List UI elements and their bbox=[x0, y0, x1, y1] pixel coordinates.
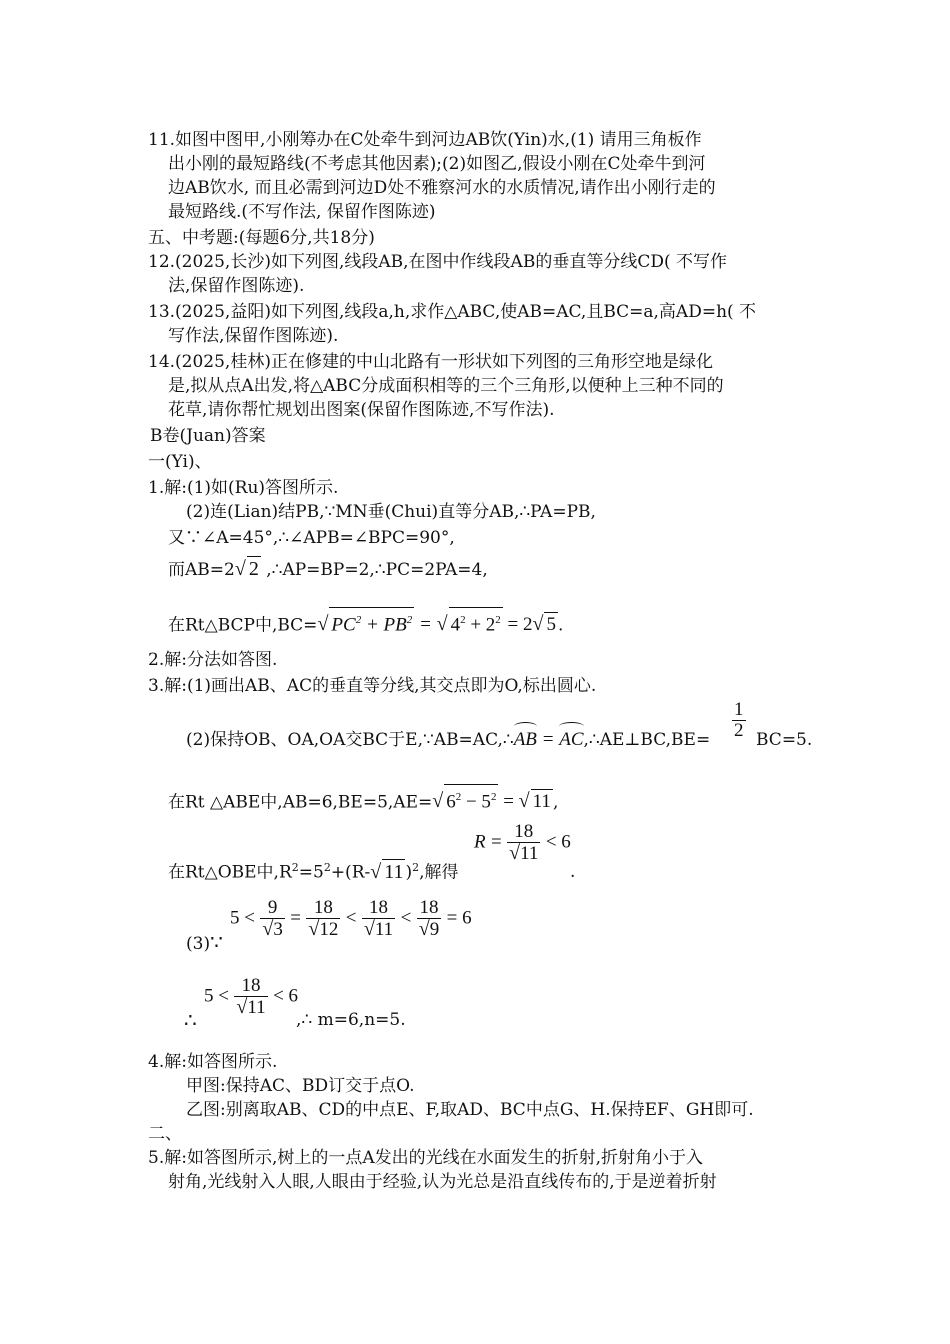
a3-line-2-text-a: (2)保持OB、OA,OA交BC于E,∵AB=AC,∴ bbox=[186, 730, 514, 750]
a3-line-1: 3.解:(1)画出AB、AC的垂直等分线,其交点即为O,标出圆心. bbox=[148, 676, 597, 696]
a3-line-3-text: 在Rt △ABE中,AB=6,BE=5,AE= bbox=[168, 792, 433, 813]
q13-line-1: 13.(2025,益阳)如下列图,线段a,h,求作△ABC,使AB=AC,且BC=a,高AD=h( 不 bbox=[148, 302, 757, 322]
a3-line-2-text-c: BC=5. bbox=[756, 730, 813, 750]
part-2-label: 二、 bbox=[148, 1124, 182, 1144]
a3-line-4-text-b: =5 bbox=[298, 862, 324, 883]
a3-line-4-text-a: 在Rt△OBE中,R bbox=[168, 862, 292, 883]
q11-line-3: 边AB饮水, 而且必需到河边D处不雅察河水的水质情况,请作出小刚行走的 bbox=[168, 178, 716, 198]
q14-line-3: 花草,请你帮忙规划出图案(保留作图陈迹,不写作法). bbox=[168, 400, 555, 420]
a1-line-4 bbox=[168, 556, 488, 582]
a5-line-2: 射角,光线射入人眼,人眼由于经验,认为光总是沿直线传布的,于是逆着折射 bbox=[168, 1172, 717, 1192]
a3-line-3: 在Rt △ABE中,AB=6,BE=5,AE=√ $6^2 - 5^2$ = √ 11 , bbox=[168, 784, 558, 814]
bc-formula: √ $PC^2 + PB^2$ = √ $4^2 + 2^2 = 2√$ 5 bbox=[317, 614, 558, 635]
a1-line-5: 在Rt△BCP中,BC=√ $PC^2 + PB^2$ = √ $4^2 + 2^2 = 2√$ 5 . bbox=[168, 607, 563, 637]
a1-line-5-text: 在Rt△BCP中,BC= bbox=[168, 615, 318, 636]
a4-line-1: 4.解:如答图所示. bbox=[148, 1052, 278, 1072]
ae-formula: √ $6^2 - 5^2$ = √ 11 bbox=[432, 791, 553, 812]
a3-line-5: (3)∵ bbox=[186, 930, 223, 954]
r-inequality-formula: R = $\frac{18}{√11}$ < 6 bbox=[474, 821, 571, 864]
therefore-symbol: ∴ bbox=[184, 1008, 197, 1032]
a3-line-4-text-e: ,解得 bbox=[419, 862, 459, 883]
a3-line-6: ,∴ m=6,n=5. bbox=[296, 1010, 406, 1030]
a3-line-5-text: (3) bbox=[186, 934, 211, 954]
sqrt-2-formula: √ 2 bbox=[234, 558, 259, 580]
a1-line-4-text-a: 而AB=2 bbox=[168, 560, 235, 580]
q14-line-1: 14.(2025,桂林)正在修建的中山北路有一形状如下列图的三角形空地是绿化 bbox=[148, 352, 713, 372]
sqrt-11-formula: √ 11 bbox=[370, 860, 404, 883]
a3-line-4-text-c: +(R- bbox=[330, 862, 371, 883]
q14-line-2: 是,拟从点A出发,将△ABC分成面积相等的三个三角形,以便种上三种不同的 bbox=[168, 376, 724, 396]
a3-line-2 bbox=[186, 728, 710, 752]
a2-line: 2.解:分法如答图. bbox=[148, 650, 278, 670]
a1-line-4-text-b: ,∴AP=BP=2,∴PC=2PA=4, bbox=[266, 560, 488, 580]
q11-line-1: 11.如图中图甲,小刚筹办在C处牵牛到河边AB饮(Yin)水,(1) 请用三角板作 bbox=[148, 130, 702, 150]
q11-line-4: 最短路线.(不写作法, 保留作图陈迹) bbox=[168, 202, 436, 222]
a1-line-1: 1.解:(1)如(Ru)答图所示. bbox=[148, 478, 339, 498]
a1-line-2: (2)连(Lian)结PB,∵MN垂(Chui)直等分AB,∴PA=PB, bbox=[186, 502, 596, 522]
chain-inequality-formula: 5 < $\frac{9}{√3}$ = $\frac{18}{√12}$ < $\frac{18}{√11}$ < $\frac{18}{√9}$ = 6 bbox=[230, 897, 472, 940]
a1-line-3: 又∵∠A=45°,∴∠APB=∠BPC=90°, bbox=[168, 528, 455, 548]
q13-line-2: 写作法,保留作图陈迹). bbox=[168, 326, 339, 346]
a5-line-1: 5.解:如答图所示,树上的一点A发出的光线在水面发生的折射,折射角小于入 bbox=[148, 1148, 704, 1168]
a4-line-2: 甲图:保持AC、BD订交于点O. bbox=[186, 1076, 415, 1096]
range-inequality-formula: 5 < $\frac{18}{√11}$ < 6 bbox=[204, 975, 299, 1018]
part-1-label: 一(Yi)、 bbox=[148, 452, 212, 472]
q12-line-1: 12.(2025,长沙)如下列图,线段AB,在图中作线段AB的垂直等分线CD( 不写作 bbox=[148, 252, 727, 272]
a3-line-4-text-d: ) bbox=[405, 862, 413, 883]
q12-line-2: 法,保留作图陈迹). bbox=[168, 276, 305, 296]
a4-line-3: 乙图:别离取AB、CD的中点E、F,取AD、BC中点G、H.保持EF、GH即可. bbox=[186, 1100, 754, 1120]
q11-line-2: 出小刚的最短路线(不考虑其他因素);(2)如图乙,假设小刚在C处牵牛到河 bbox=[168, 154, 706, 174]
answer-heading: B卷(Juan)答案 bbox=[150, 426, 266, 446]
period: . bbox=[570, 862, 576, 882]
a3-line-2-text-b: ,∴AE⊥BC,BE= bbox=[583, 730, 711, 750]
a3-line-4: 在Rt△OBE中$,R^2=5^2+(R-√$ 11 )$^2$,解得 bbox=[168, 860, 459, 883]
half-fraction: $\frac{1}{2}$ bbox=[734, 699, 744, 741]
arc-equality-formula: AB = AC bbox=[513, 729, 584, 750]
section-5-heading: 五、中考题:(每题6分,共18分) bbox=[148, 228, 375, 248]
